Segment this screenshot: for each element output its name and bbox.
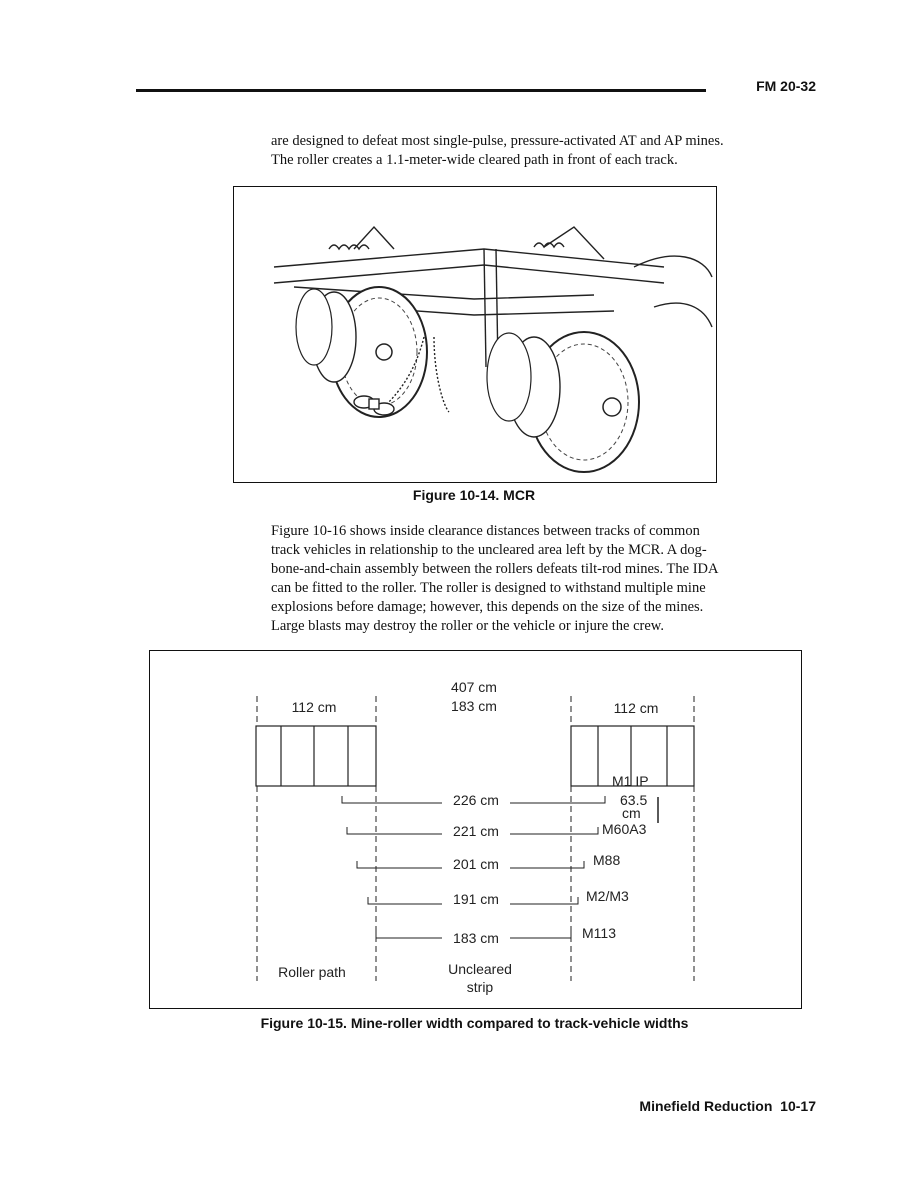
- mcr-illustration: [234, 187, 716, 482]
- m88-left-line: [357, 861, 442, 868]
- vehicle-m88: M88: [593, 852, 621, 868]
- intro-line: are designed to defeat most single-pulse, pressure-activated AT and AP mines.: [271, 133, 724, 149]
- vehicle-m2m3: M2/M3: [586, 888, 629, 904]
- figure-mcr-caption: Figure 10-14. MCR: [412, 487, 536, 503]
- m1-left-line: [342, 796, 442, 803]
- body-line: track vehicles in relationship to the uncleared area left by the MCR. A dog-: [271, 542, 707, 558]
- total-width-label: 407 cm: [451, 679, 497, 695]
- m2-left-line: [368, 897, 442, 904]
- document-id: FM 20-32: [756, 78, 816, 94]
- m113-right-line: [510, 931, 571, 938]
- left-roller-blocks: [256, 726, 376, 786]
- uncleared-label-2: strip: [466, 979, 494, 995]
- figure-roller-width-frame: [149, 650, 802, 1009]
- vehicle-m60a3: M60A3: [602, 821, 647, 837]
- roller-path-label: Roller path: [278, 964, 346, 980]
- roller-width-diagram: [150, 651, 801, 1008]
- header-rule: [136, 89, 706, 92]
- offset-unit: cm: [622, 805, 641, 821]
- figure-roller-width-caption: Figure 10-15. Mine-roller width compared to track-vehicle widths: [260, 1015, 689, 1031]
- clearance-m113: 183 cm: [453, 930, 499, 946]
- intro-paragraph: [271, 132, 816, 170]
- clearance-m60a3: 221 cm: [453, 823, 499, 839]
- body-line: bone-and-chain assembly between the rollers defeats tilt-rod mines. The IDA: [271, 561, 719, 577]
- m88-right-line: [510, 861, 584, 868]
- m113-left-line: [376, 931, 442, 938]
- center-width-label: 183 cm: [451, 698, 497, 714]
- m60-right-line: [510, 827, 598, 834]
- clearance-m1: 226 cm: [453, 792, 499, 808]
- m1-right-line: [510, 796, 605, 803]
- intro-line: The roller creates a 1.1-meter-wide cleared path in front of each track.: [271, 152, 678, 168]
- uncleared-label-1: Uncleared: [448, 961, 512, 977]
- m60-left-line: [347, 827, 442, 834]
- vehicle-m113: M113: [582, 925, 616, 941]
- vehicle-m1: M1 IP: [612, 773, 649, 789]
- right-roller-wheel: [487, 332, 639, 472]
- page-footer: Minefield Reduction 10-17: [639, 1098, 816, 1114]
- body-line: Figure 10-16 shows inside clearance distances between tracks of common: [271, 523, 700, 539]
- m2-right-line: [510, 897, 578, 904]
- clearance-m2m3: 191 cm: [453, 891, 499, 907]
- right-roller-width: 112 cm: [613, 700, 659, 716]
- body-paragraph: [271, 522, 816, 636]
- body-line: can be fitted to the roller. The roller is designed to withstand multiple mine: [271, 580, 706, 596]
- clearance-m88: 201 cm: [453, 856, 499, 872]
- body-line: Large blasts may destroy the roller or the vehicle or injure the crew.: [271, 618, 664, 634]
- left-roller-width: 112 cm: [291, 699, 337, 715]
- body-line: explosions before damage; however, this depends on the size of the mines.: [271, 599, 704, 615]
- figure-mcr-frame: [233, 186, 717, 483]
- offset-value: 63.5: [620, 792, 648, 808]
